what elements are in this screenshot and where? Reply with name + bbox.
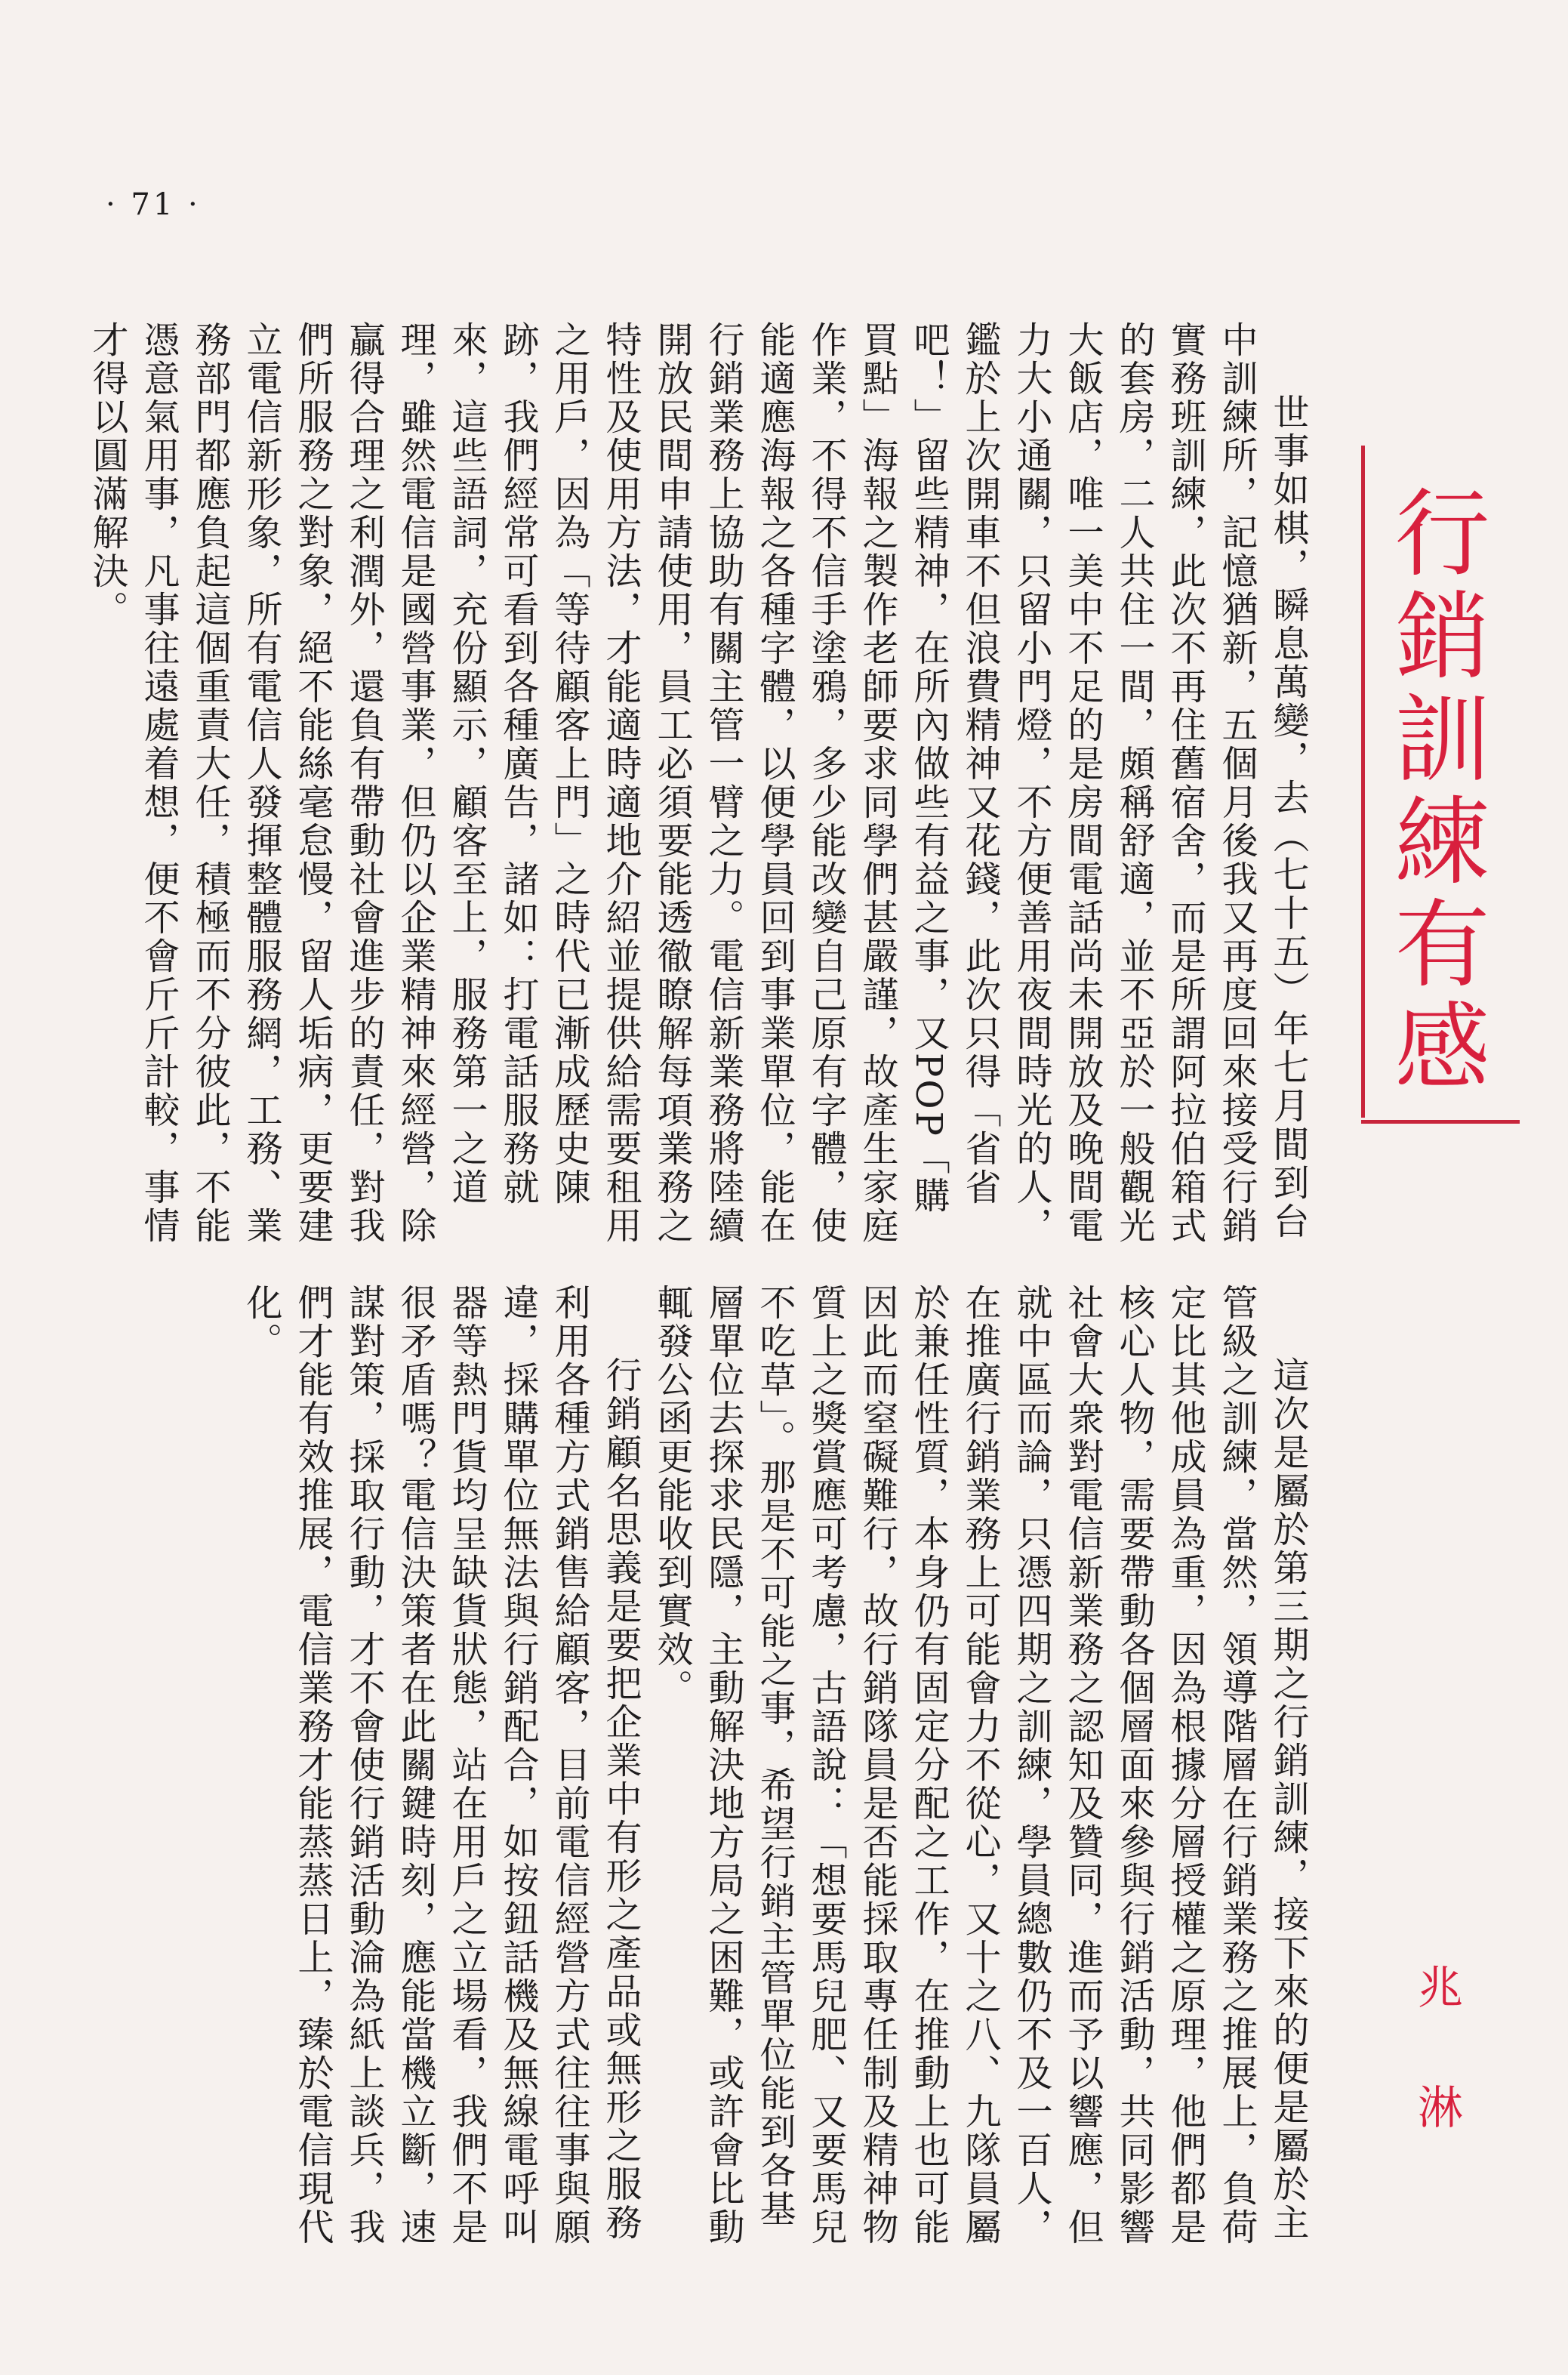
paragraph-3: 行銷顧名思義是要把企業中有形之產品或無形之服務利用各種方式銷售給顧客，目前電信經營方式往往事與願違，採購單位無法與行銷配合，如按鈕話機及無線電呼叫器等熱門貨均呈缺貨狀態，站在用戶之立場看，我們不是很矛盾嗎？電信決策者在此關鍵時刻，應能當機立斷，速謀對策，採取行動，才不會使行銷活動淪為紙上談兵，我們才能有效推展，電信業務才能蒸蒸日上，臻於電信現代化。 (240, 1284, 642, 2247)
article-title: 行銷訓練有感 (1379, 483, 1490, 1100)
title-rule (1361, 446, 1365, 1118)
article-author: 兆 淋 (1410, 1963, 1463, 2160)
paragraph-2: 這次是屬於第三期之行銷訓練，接下來的便是屬於主管級之訓練，當然，領導階層在行銷業務之推展上，負荷定比其他成員為重，因為根據分層授權之原理，他們都是核心人物，需要帶動各個層面來參與行銷活動，共同影響社會大衆對電信新業務之認知及贊同，進而予以響應，但就中區而論，只憑四期之訓練，學員總數仍不及一百人，在推廣行銷業務上可能會力不從心，又十之八、九隊員屬於兼任性質，本身仍有固定分配之工作，在推動上也可能因此而窒礙難行，故行銷隊員是否能採取專任制及精神物質上之獎賞應可考慮，古語說：「想要馬兒肥、又要馬兒不吃草」。那是不可能之事，希望行銷主管單位能到各基層單位去探求民隱，主動解決地方局之困難，或許會比動輒發公函更能收到實效。 (651, 1284, 1309, 2247)
paragraph-1: 世事如棋，瞬息萬變，去（七十五）年七月間到台中訓練所，記憶猶新，五個月後我又再度回來接受行銷實務班訓練，此次不再住舊宿舍，而是所謂阿拉伯箱式的套房，二人共住一間，頗稱舒適，並不亞於一般觀光大飯店，唯一美中不足的是房間電話尚未開放及晚間電力大小通關，只留小門燈，不方便善用夜間時光的人，鑑於上次開車不但浪費精神又花錢，此次只得「省省吧！」留些精神，在所內做些有益之事，又POP「購買點」海報之製作老師要求同學們甚嚴謹，故產生家庭作業，不得不信手塗鴉，多少能改變自己原有字體，使能適應海報之各種字體，以便學員回到事業單位，能在行銷業務上協助有關主管一臂之力。電信新業務將陸續開放民間申請使用，員工必須要能透徹瞭解每項業務之特性及使用方法，才能適時適地介紹並提供給需要租用之用戶，因為「等待顧客上門」之時代已漸成歷史陳跡，我們經常可看到各種廣告，諸如：打電話服務就來，這些語詞，充份顯示，顧客至上，服務第一之道理，雖然電信是國營事業，但仍以企業精神來經營，除贏得合理之利潤外，還負有帶動社會進步的責任，對我們所服務之對象，絕不能絲毫怠慢，留人垢病，更要建立電信新形象，所有電信人發揮整體服務網，工務、業務部門都應負起這個重責大任，積極而不分彼此，不能憑意氣用事，凡事往遠處着想，便不會斤斤計較，事情才得以圓滿解決。 (86, 321, 1309, 1245)
page-number: · 71 · (106, 187, 201, 222)
article-body-upper (86, 321, 1314, 1250)
article-body-lower (113, 1284, 1314, 2258)
